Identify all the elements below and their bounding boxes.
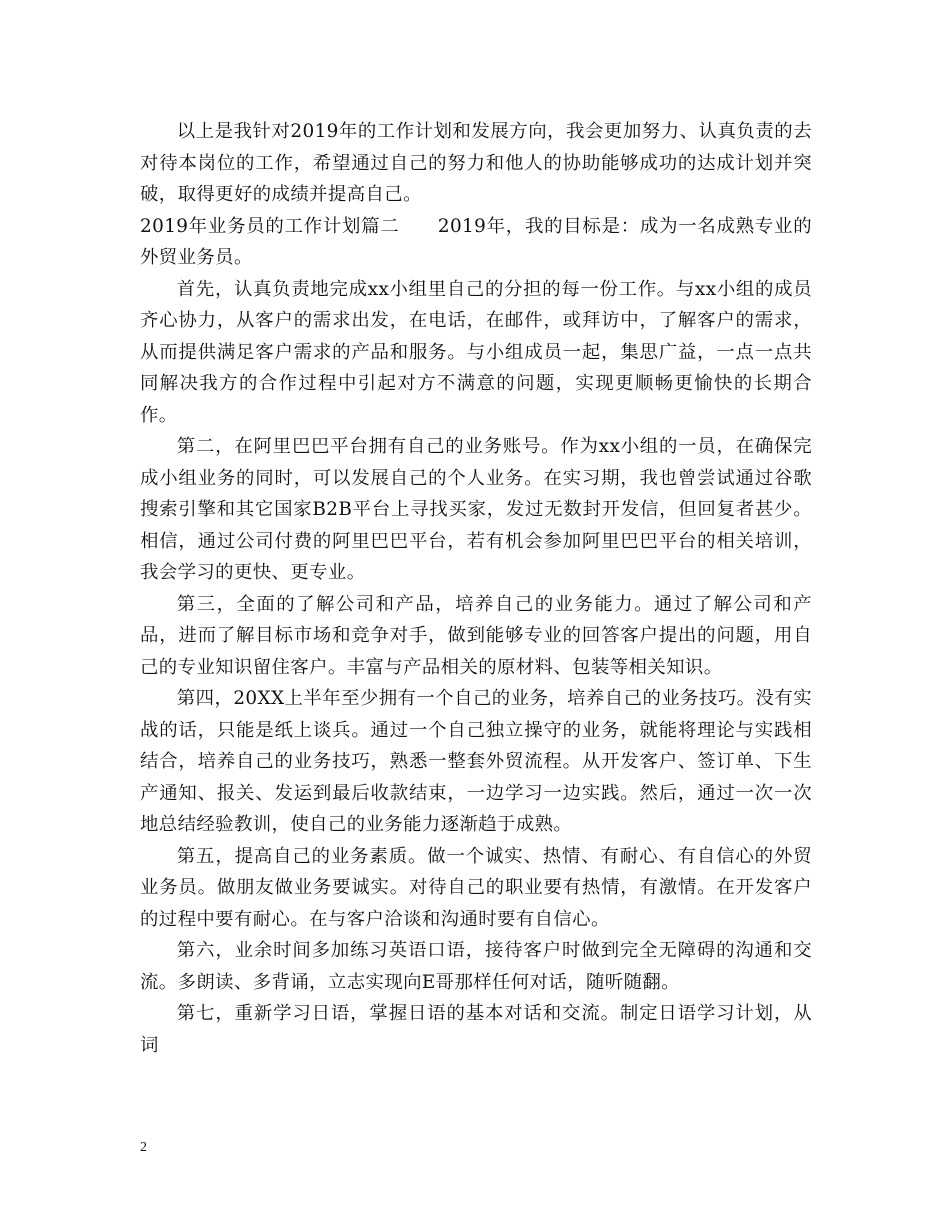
paragraph-third: 第三，全面的了解公司和产品，培养自己的业务能力。通过了解公司和产品，进而了解目标市场和竞争对手，做到能够专业的回答客户提出的问题，用自己的专业知识留住客户。丰富与产品相关的原材料、包装等相关知识。 [140,593,812,678]
document-body [140,116,812,1061]
paragraph-first: 首先，认真负责地完成xx小组里自己的分担的每一份工作。与xx小组的成员齐心协力，从客户的需求出发，在电话，在邮件，或拜访中，了解客户的需求，从而提供满足客户需求的产品和服务。与小组成员一起，集思广益，一点一点共同解决我方的合作过程中引起对方不满意的问题，实现更顺畅更愉快的长期合作。 [140,278,812,426]
paragraph-fifth: 第五，提高自己的业务素质。做一个诚实、热情、有耐心、有自信心的外贸业务员。做朋友做业务要诚实。对待自己的职业要有热情，有激情。在开发客户的过程中要有耐心。在与客户洽谈和沟通时要有自信心。 [140,845,812,930]
paragraph-sixth: 第六，业余时间多加练习英语口语，接待客户时做到完全无障碍的沟通和交流。多朗读、多背诵，立志实现向E哥那样任何对话，随听随翻。 [140,940,812,993]
paragraph-seventh: 第七，重新学习日语，掌握日语的基本对话和交流。制定日语学习计划，从词 [140,1003,812,1056]
paragraph-section-heading: 2019年业务员的工作计划篇二 2019年，我的目标是：成为一名成熟专业的外贸业务员。 [140,215,812,268]
page-number: 2 [140,1140,147,1155]
paragraph-summary: 以上是我针对2019年的工作计划和发展方向，我会更加努力、认真负责的去对待本岗位的工作，希望通过自己的努力和他人的协助能够成功的达成计划并突破，取得更好的成绩并提高自己。 [140,121,812,205]
paragraph-second: 第二，在阿里巴巴平台拥有自己的业务账号。作为xx小组的一员，在确保完成小组业务的同时，可以发展自己的个人业务。在实习期，我也曾尝试通过谷歌搜索引擎和其它国家B2B平台上寻找买家，发过无数封开发信，但回复者甚少。相信，通过公司付费的阿里巴巴平台，若有机会参加阿里巴巴平台的相关培训，我会学习的更快、更专业。 [140,436,812,583]
paragraph-fourth: 第四，20XX上半年至少拥有一个自己的业务，培养自己的业务技巧。没有实战的话，只能是纸上谈兵。通过一个自己独立操守的业务，就能将理论与实践相结合，培养自己的业务技巧，熟悉一整套外贸流程。从开发客户、签订单、下生产通知、报关、发运到最后收款结束，一边学习一边实践。然后，通过一次一次地总结经验教训，使自己的业务能力逐渐趋于成熟。 [140,688,812,835]
